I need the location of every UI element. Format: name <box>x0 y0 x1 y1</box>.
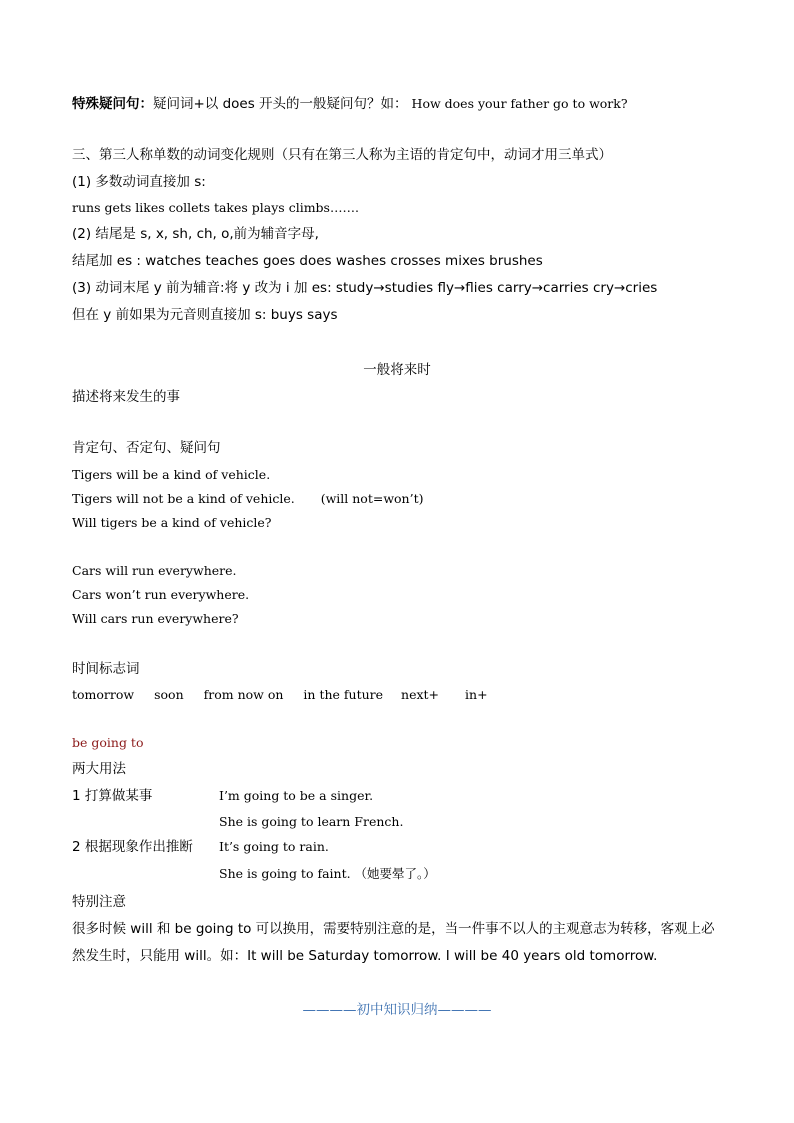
time-heading: 时间标志词 <box>72 661 140 677</box>
example-1: Tigers will be a kind of vehicle. <box>72 467 271 482</box>
rule-3: (3) 动词末尾 y 前为辅音:将 y 改为 i 加 es: study→studies fly→flies carry→carries cry→cries <box>72 280 658 296</box>
time-word: from now on <box>203 687 284 702</box>
note-heading: 特别注意 <box>72 894 126 910</box>
special-question-label: 特殊疑问句： <box>72 96 153 112</box>
example-3: Will tigers be a kind of vehicle? <box>72 515 272 530</box>
example-2: Tigers will not be a kind of vehicle. <box>72 491 295 506</box>
usage-1-example-1: I’m going to be a singer. <box>219 788 374 803</box>
special-question-example: How does your father go to work? <box>411 96 628 111</box>
time-word: next+ <box>401 687 440 702</box>
usage-2-example-1: It’s going to rain. <box>219 839 329 854</box>
usage-2-label: 2 根据现象作出推断 <box>72 839 193 855</box>
example-5: Cars won’t run everywhere. <box>72 587 250 602</box>
example-4: Cars will run everywhere. <box>72 563 237 578</box>
forms-heading: 肯定句、否定句、疑问句 <box>72 440 221 456</box>
future-title: 一般将来时 <box>363 362 431 378</box>
special-question-text: 疑问词+以 does 开头的一般疑问句？如： <box>153 96 408 112</box>
note-line-2: 然发生时，只能用 will。如：It will be Saturday tomorrow. I will be 40 years old tomorrow. <box>72 948 658 964</box>
example-2-line <box>72 490 423 508</box>
time-word: in+ <box>465 687 488 702</box>
rule-1: (1) 多数动词直接加 s: <box>72 174 206 190</box>
rule-1-examples: runs gets likes collets takes plays climbs……. <box>72 200 359 215</box>
time-word: in the future <box>303 687 384 702</box>
usage-1-label: 1 打算做某事 <box>72 788 153 804</box>
usage-1-example-2: She is going to learn French. <box>219 814 404 829</box>
example-2-note: (will not=won’t) <box>320 491 424 506</box>
going-to-title: be going to <box>72 735 144 750</box>
note-line-1: 很多时候 will 和 be going to 可以换用，需要特别注意的是，当一件事不以人的主观意志为转移，客观上必 <box>72 921 715 937</box>
rule-2-detail: 结尾加 es : watches teaches goes does washes crosses mixes brushes <box>72 253 543 269</box>
future-desc: 描述将来发生的事 <box>72 389 180 405</box>
example-6: Will cars run everywhere? <box>72 611 239 626</box>
time-words <box>72 686 488 704</box>
time-word: tomorrow <box>72 687 135 702</box>
footer-banner: ————初中知识归纳———— <box>302 1002 492 1018</box>
usage-2-example-2: She is going to faint. （她要晕了。） <box>219 866 436 881</box>
rule-4: 但在 y 前如果为元音则直接加 s: buys says <box>72 307 338 323</box>
rule-2: (2) 结尾是 s, x, sh, ch, o,前为辅音字母, <box>72 226 319 242</box>
third-person-heading: 三、第三人称单数的动词变化规则（只有在第三人称为主语的肯定句中，动词才用三单式） <box>72 147 612 163</box>
usage-heading: 两大用法 <box>72 761 126 777</box>
special-question-line <box>72 95 628 113</box>
time-word: soon <box>154 687 184 702</box>
